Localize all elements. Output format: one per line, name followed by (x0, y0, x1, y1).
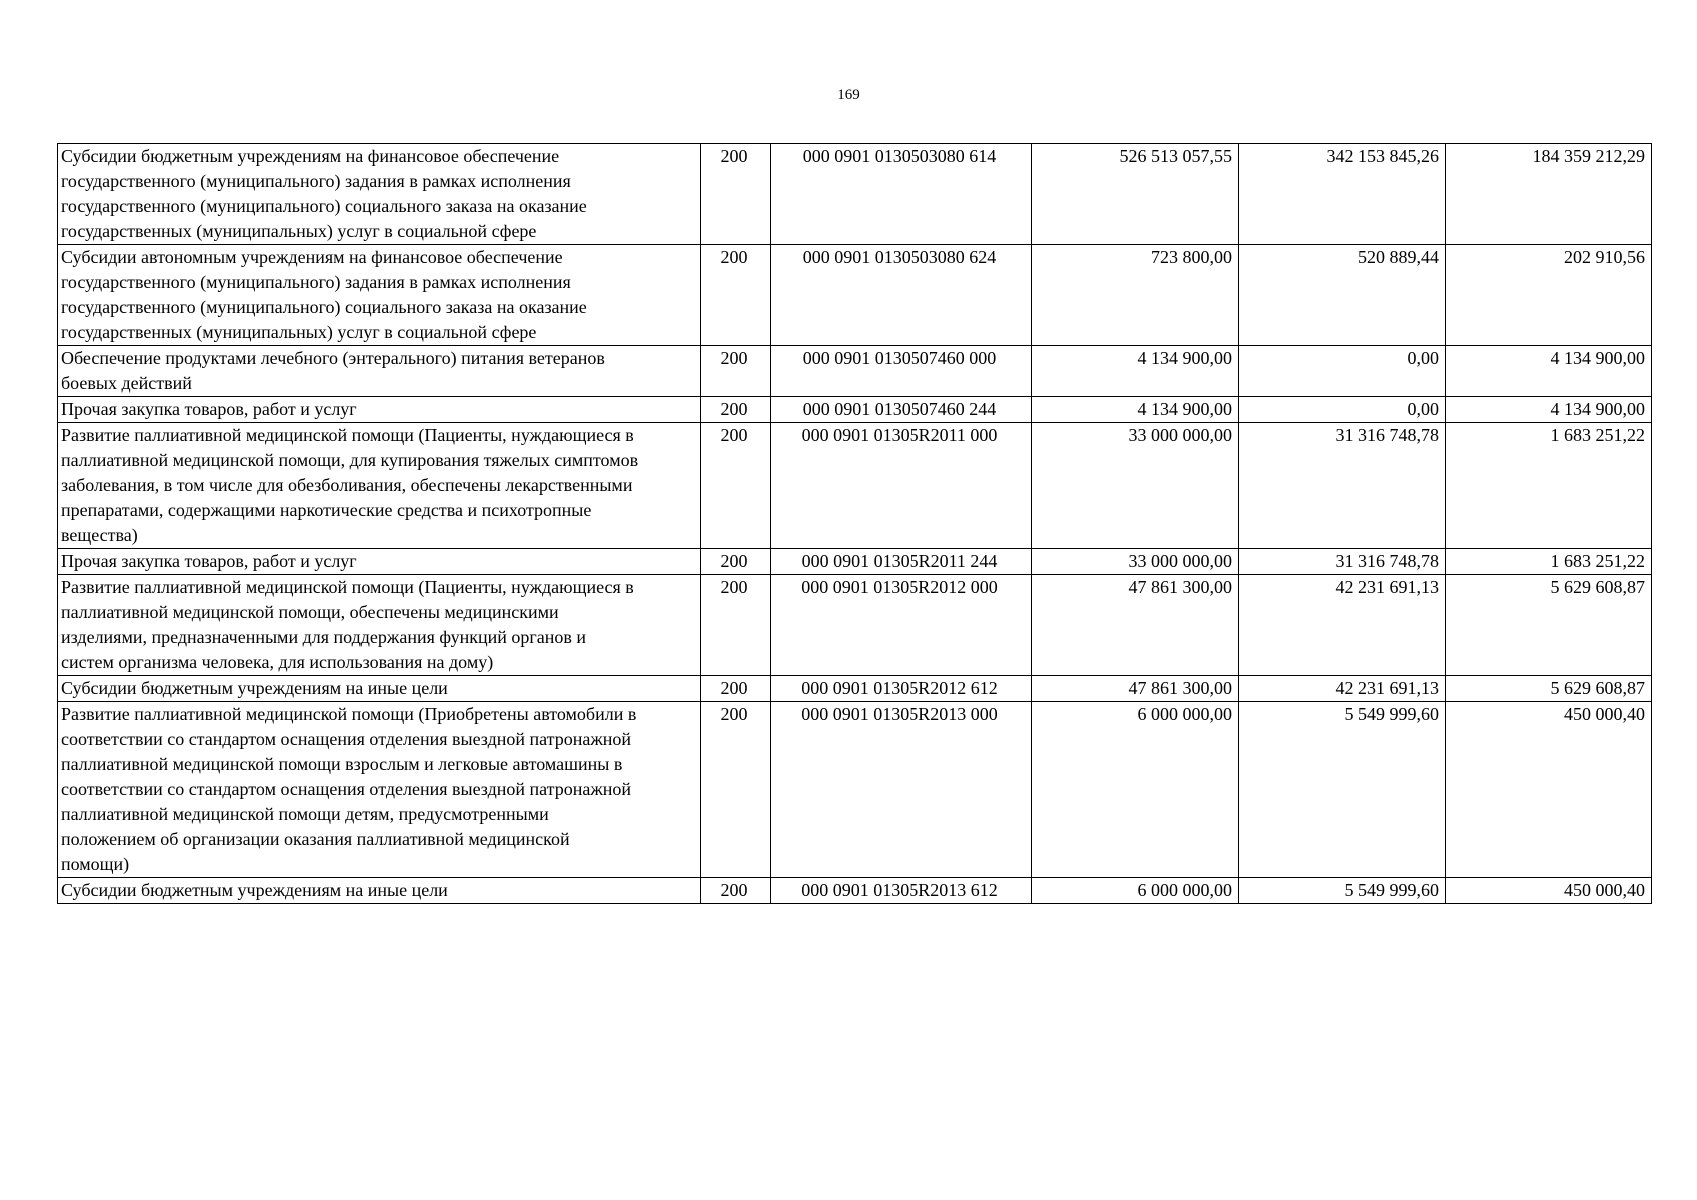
cell-name (58, 676, 701, 702)
cell-executed-amount (1239, 144, 1446, 245)
cell-name-text: Развитие паллиативной медицинской помощи (Приобретены автомобили в соответствии со стандартом оснащения отделения выездной патронажной паллиативной медицинской помощи взрослым и легковые автомашины в соответствии со стандартом оснащения отделения выездной патронажной паллиативной медицинской помощи детям, предусмотренными положением об организации оказания паллиативной медицинской помощи) (61, 704, 637, 874)
cell-unexecuted-amount-text: 202 910,56 (1564, 247, 1645, 267)
cell-unexecuted-amount (1446, 702, 1652, 878)
cell-line-code (701, 676, 771, 702)
cell-name-text: Субсидии бюджетным учреждениям на финансовое обеспечение государственного (муниципального) задания в рамках исполнения государственного (муниципального) социального заказа на оказание государственных (муниципальных) услуг в социальной сфере (61, 146, 587, 241)
cell-line-code (701, 397, 771, 423)
cell-approved-amount (1032, 346, 1239, 397)
table-row (58, 676, 1652, 702)
cell-approved-amount (1032, 144, 1239, 245)
table-row (58, 575, 1652, 676)
cell-executed-amount-text: 520 889,44 (1358, 247, 1439, 267)
cell-unexecuted-amount (1446, 423, 1652, 549)
cell-unexecuted-amount-text: 5 629 608,87 (1550, 577, 1645, 597)
cell-approved-amount-text: 33 000 000,00 (1128, 551, 1232, 571)
cell-unexecuted-amount-text: 4 134 900,00 (1550, 348, 1645, 368)
cell-line-code-text: 200 (720, 704, 748, 724)
cell-budget-classification-code-text: 000 0901 0130507460 000 (802, 348, 997, 368)
cell-line-code-text: 200 (720, 425, 748, 445)
cell-line-code-text: 200 (720, 247, 748, 267)
cell-line-code-text: 200 (720, 348, 748, 368)
cell-executed-amount (1239, 346, 1446, 397)
cell-approved-amount-text: 33 000 000,00 (1128, 425, 1232, 445)
cell-name (58, 346, 701, 397)
cell-name (58, 423, 701, 549)
cell-unexecuted-amount (1446, 397, 1652, 423)
cell-name (58, 878, 701, 904)
cell-approved-amount (1032, 702, 1239, 878)
cell-approved-amount-text: 6 000 000,00 (1137, 880, 1232, 900)
cell-budget-classification-code-text: 000 0901 0130503080 624 (802, 247, 997, 267)
cell-unexecuted-amount (1446, 676, 1652, 702)
cell-unexecuted-amount-text: 450 000,40 (1564, 704, 1645, 724)
cell-name (58, 575, 701, 676)
cell-name-text: Субсидии бюджетным учреждениям на иные цели (61, 678, 448, 698)
cell-budget-classification-code-text: 000 0901 0130503080 614 (802, 146, 997, 166)
cell-budget-classification-code (771, 397, 1032, 423)
cell-unexecuted-amount-text: 1 683 251,22 (1550, 425, 1645, 445)
cell-approved-amount-text: 4 134 900,00 (1137, 399, 1232, 419)
cell-executed-amount-text: 42 231 691,13 (1335, 577, 1439, 597)
cell-budget-classification-code-text: 000 0901 01305R2012 000 (801, 577, 998, 597)
cell-budget-classification-code-text: 000 0901 01305R2013 612 (801, 880, 998, 900)
cell-line-code-text: 200 (720, 399, 748, 419)
cell-approved-amount-text: 723 800,00 (1151, 247, 1232, 267)
cell-executed-amount-text: 5 549 999,60 (1344, 880, 1439, 900)
cell-approved-amount-text: 4 134 900,00 (1137, 348, 1232, 368)
cell-unexecuted-amount (1446, 144, 1652, 245)
cell-budget-classification-code (771, 575, 1032, 676)
cell-budget-classification-code (771, 245, 1032, 346)
cell-executed-amount (1239, 549, 1446, 575)
cell-budget-classification-code (771, 676, 1032, 702)
cell-name-text: Развитие паллиативной медицинской помощи (Пациенты, нуждающиеся в паллиативной медицинской помощи, для купирования тяжелых симптомов заболевания, в том числе для обезболивания, обеспечены лекарственными препаратами, содержащими наркотические средства и психотропные вещества) (61, 425, 639, 545)
cell-line-code-text: 200 (720, 678, 748, 698)
cell-line-code (701, 575, 771, 676)
cell-approved-amount-text: 6 000 000,00 (1137, 704, 1232, 724)
cell-name (58, 144, 701, 245)
cell-unexecuted-amount (1446, 878, 1652, 904)
cell-executed-amount (1239, 702, 1446, 878)
cell-budget-classification-code (771, 702, 1032, 878)
table-row (58, 245, 1652, 346)
cell-unexecuted-amount-text: 450 000,40 (1564, 880, 1645, 900)
page-number: 169 (837, 87, 860, 103)
cell-line-code (701, 245, 771, 346)
table-row (58, 549, 1652, 575)
cell-budget-classification-code-text: 000 0901 01305R2013 000 (801, 704, 998, 724)
cell-name-text: Развитие паллиативной медицинской помощи (Пациенты, нуждающиеся в паллиативной медицинской помощи, обеспечены медицинскими изделиями, предназначенными для поддержания функций органов и систем организма человека, для использования на дому) (61, 577, 634, 672)
table-row (58, 346, 1652, 397)
cell-approved-amount (1032, 676, 1239, 702)
cell-budget-classification-code (771, 549, 1032, 575)
cell-approved-amount (1032, 878, 1239, 904)
cell-unexecuted-amount-text: 4 134 900,00 (1550, 399, 1645, 419)
cell-unexecuted-amount (1446, 549, 1652, 575)
cell-budget-classification-code (771, 878, 1032, 904)
cell-executed-amount (1239, 245, 1446, 346)
cell-line-code-text: 200 (720, 577, 748, 597)
cell-approved-amount (1032, 575, 1239, 676)
cell-unexecuted-amount (1446, 575, 1652, 676)
cell-approved-amount-text: 47 861 300,00 (1128, 678, 1232, 698)
cell-name-text: Прочая закупка товаров, работ и услуг (61, 551, 357, 571)
cell-approved-amount (1032, 397, 1239, 423)
cell-line-code (701, 878, 771, 904)
cell-budget-classification-code (771, 423, 1032, 549)
cell-executed-amount (1239, 878, 1446, 904)
cell-name-text: Прочая закупка товаров, работ и услуг (61, 399, 357, 419)
cell-budget-classification-code-text: 000 0901 01305R2012 612 (801, 678, 998, 698)
cell-name-text: Субсидии автономным учреждениям на финансовое обеспечение государственного (муниципального) задания в рамках исполнения государственного (муниципального) социального заказа на оказание государственных (муниципальных) услуг в социальной сфере (61, 247, 587, 342)
cell-executed-amount-text: 31 316 748,78 (1335, 425, 1439, 445)
cell-name (58, 397, 701, 423)
cell-approved-amount (1032, 245, 1239, 346)
cell-line-code-text: 200 (720, 551, 748, 571)
cell-name (58, 702, 701, 878)
cell-executed-amount-text: 42 231 691,13 (1335, 678, 1439, 698)
cell-unexecuted-amount (1446, 245, 1652, 346)
cell-approved-amount-text: 47 861 300,00 (1128, 577, 1232, 597)
cell-executed-amount-text: 5 549 999,60 (1344, 704, 1439, 724)
cell-unexecuted-amount (1446, 346, 1652, 397)
cell-name-text: Субсидии бюджетным учреждениям на иные цели (61, 880, 448, 900)
cell-budget-classification-code (771, 144, 1032, 245)
cell-line-code (701, 346, 771, 397)
cell-line-code-text: 200 (720, 146, 748, 166)
cell-approved-amount (1032, 549, 1239, 575)
cell-executed-amount-text: 31 316 748,78 (1335, 551, 1439, 571)
table-body (58, 144, 1652, 904)
cell-name (58, 245, 701, 346)
table-row (58, 144, 1652, 245)
table-row (58, 878, 1652, 904)
cell-executed-amount (1239, 423, 1446, 549)
cell-unexecuted-amount-text: 184 359 212,29 (1532, 146, 1645, 166)
cell-executed-amount-text: 342 153 845,26 (1326, 146, 1439, 166)
cell-line-code (701, 144, 771, 245)
table-row (58, 423, 1652, 549)
budget-execution-table (57, 143, 1652, 904)
table-row (58, 702, 1652, 878)
cell-line-code (701, 549, 771, 575)
cell-line-code (701, 423, 771, 549)
cell-executed-amount-text: 0,00 (1407, 399, 1439, 419)
cell-budget-classification-code-text: 000 0901 0130507460 244 (802, 399, 997, 419)
cell-approved-amount-text: 526 513 057,55 (1119, 146, 1232, 166)
cell-line-code (701, 702, 771, 878)
cell-executed-amount (1239, 397, 1446, 423)
cell-name-text: Обеспечение продуктами лечебного (энтерального) питания ветеранов боевых действий (61, 348, 605, 393)
cell-line-code-text: 200 (720, 880, 748, 900)
table-row (58, 397, 1652, 423)
cell-budget-classification-code (771, 346, 1032, 397)
cell-budget-classification-code-text: 000 0901 01305R2011 244 (801, 551, 998, 571)
cell-unexecuted-amount-text: 5 629 608,87 (1550, 678, 1645, 698)
cell-executed-amount-text: 0,00 (1407, 348, 1439, 368)
cell-budget-classification-code-text: 000 0901 01305R2011 000 (801, 425, 998, 445)
cell-approved-amount (1032, 423, 1239, 549)
cell-unexecuted-amount-text: 1 683 251,22 (1550, 551, 1645, 571)
cell-executed-amount (1239, 676, 1446, 702)
cell-name (58, 549, 701, 575)
cell-executed-amount (1239, 575, 1446, 676)
